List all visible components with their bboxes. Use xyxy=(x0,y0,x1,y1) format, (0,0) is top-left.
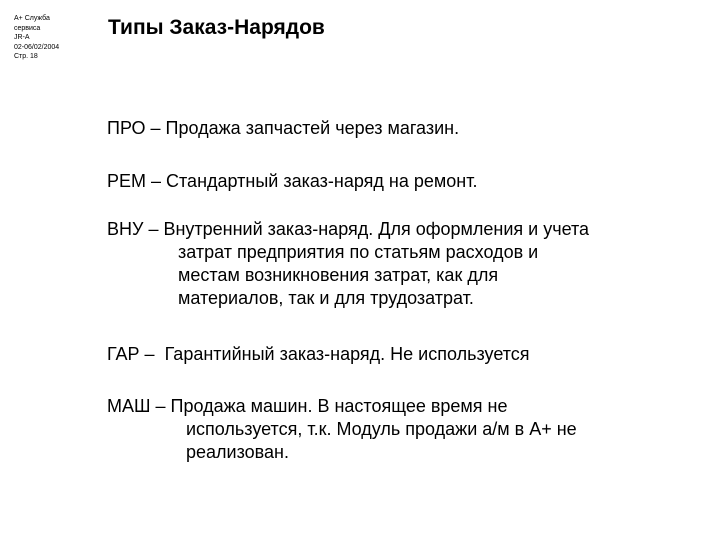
meta-line: A+ Служба xyxy=(14,15,50,22)
entry-text: ВНУ – Внутренний заказ-наряд. Для оформления и учета xyxy=(107,219,590,239)
page-title: Типы Заказ-Нарядов xyxy=(108,16,325,39)
entry-continuation: материалов, так и для трудозатрат. xyxy=(178,288,474,308)
entry-continuation: используется, т.к. Модуль продажи а/м в А+ не xyxy=(186,419,577,439)
entry-continuation: реализован. xyxy=(186,442,289,462)
entry-text: ПРО – Продажа запчастей через магазин. xyxy=(107,118,460,138)
list-item-mash xyxy=(107,395,577,464)
meta-date: 02-06/02/2004 xyxy=(14,43,60,51)
meta-page-number: Стр. 18 xyxy=(14,53,38,60)
entry-text: ГАР – Гарантийный заказ-наряд. Не используется xyxy=(107,344,530,364)
list-item-vnu xyxy=(107,218,589,310)
meta-line: JR-A xyxy=(14,34,30,41)
slide-meta xyxy=(14,14,94,62)
list-item-gar xyxy=(107,343,530,366)
entry-continuation: затрат предприятия по статьям расходов и xyxy=(178,242,539,262)
entry-text: МАШ – Продажа машин. В настоящее время не xyxy=(107,396,508,416)
entry-continuation: местам возникновения затрат, как для xyxy=(178,265,499,285)
list-item-rem xyxy=(107,170,477,193)
list-item-pro xyxy=(107,117,459,140)
entry-text: РЕМ – Стандартный заказ-наряд на ремонт. xyxy=(107,171,478,191)
meta-line: сервиса xyxy=(14,24,41,32)
